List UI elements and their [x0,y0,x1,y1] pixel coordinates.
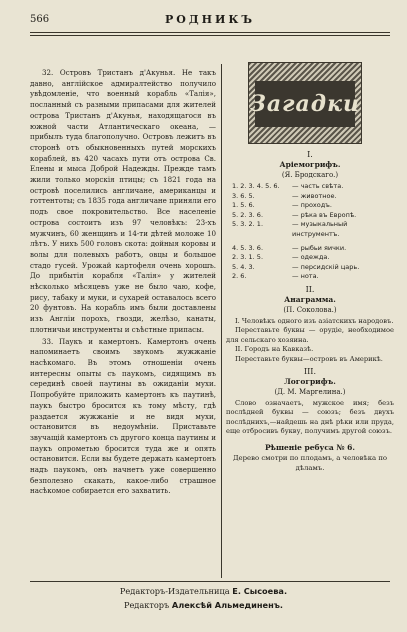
riddle-text [226,317,394,364]
footer-editor-publisher [0,586,407,596]
rebus-answer [226,443,394,473]
riddle-row [226,244,394,254]
riddle-row-word: — животное. [292,191,337,200]
right-column [226,62,394,473]
riddle-row-digits: 5. 4. 3. [232,262,255,271]
riddle-number: II. [305,284,315,294]
header-rule [30,32,390,33]
riddles-logo [248,62,362,144]
riddle-row [226,211,394,221]
riddle-paragraph: Переставьте буквы—островъ въ Америкѣ. [235,354,383,363]
riddle-author: (Д. М. Маргелина.) [274,387,346,396]
riddle-rows [226,182,394,282]
riddle-row-digits: 5. 2. 3. 6. [232,210,264,219]
riddle-title: Логогрифъ. [284,376,336,386]
riddle-title: Аріемогрифъ. [279,160,341,169]
riddle-row-digits: 4. 5. 3. 6. [232,243,264,252]
page-header [30,12,390,30]
riddle-row-word: — рѣка въ Европѣ. [292,210,357,219]
riddle-number: III. [303,366,317,376]
riddle-row-digits: 1. 2. 3. 4. 5. 6. [232,182,280,190]
footer-editor [0,600,407,610]
riddle-row-digits: 2. 6. [232,272,247,281]
riddle-row-word: — рыбьи яички. [292,243,347,252]
riddle-author: (П. Соколова.) [283,305,337,314]
footer-role: Редакторъ-Издательница [119,586,230,596]
riddles-logo-text: Загадки [250,91,360,117]
article-tristan: 32. Островъ Тристанъ д'Акунья. Не такъ давно, англійское адмиралтейство получило увѣдомленіе, что военный корабль «Талія», посланный съ разными припасами для жителей острова Тристанъ д'Акунья, находящагося въ южной части Атлантическаго океана, — прибылъ туда благополучно. Островъ лежитъ въ сторонѣ отъ обыкновенныхъ путей морскихъ кораблей, въ 420 часахъ пути отъ острова Св. Елены и мыса Доброй Надежды. Прежде тамъ жили только морскія птицы; съ 1821 года на островѣ поселились англичане, американцы и готтентоты; съ 1835 года англичане приняли его подъ свое покровительство. Все населеніе острова состоитъ изъ 97 человѣкъ: 23-хъ мужчинъ, 60 женщинъ и 14-ти дѣтей моложе 10 лѣтъ. У нихъ 500 головъ скота: дойныя коровы и волы для полевыхъ работъ, овцы и большое стадо гусей. Урожай картофеля очень хорошъ. До прибытія корабля «Талія» у жителей нѣсколько мѣсяцевъ уже не было чаю, кофе, рису, табаку и муки, и сухарей оставалось всего 20 фунтовъ. На корабль имъ были доставлены изъ Англіи порохъ, гвозди, желѣзо, канаты, плотничьи инструменты и съѣстные припасы. [30,68,216,334]
footer-name: Е. Сысоева. [232,586,288,596]
riddle-row-word: — нота. [292,272,319,281]
riddle-row [226,263,394,273]
column-divider [221,64,222,578]
riddle-number: I. [307,150,313,159]
riddle-row-word: — музыкальный инструментъ. [292,220,348,238]
riddle-row-digits: 2. 3. 1. 5. [232,253,264,262]
riddle-row-word: — одежда. [292,253,330,262]
riddle-row-digits: 5. 3. 2. 1. [232,220,264,229]
riddle-author: (Я. Бродскаго.) [281,171,339,179]
page-number: 566 [30,14,50,25]
rebus-answer-text: Дерево смотри по плодамъ, а человѣка по дѣламъ. [232,453,388,472]
riddle-row-digits: 3. 6. 5. [232,191,255,200]
riddle-row [226,253,394,263]
footer-role: Редакторъ [123,600,170,610]
riddle-row-word: — часть свѣта. [292,182,344,190]
header-rule-second [30,35,390,36]
rebus-answer-title: Рѣшеніе ребуса № 6. [265,442,355,452]
riddle-row [226,182,394,192]
riddle-two [226,285,394,364]
article-spider: 33. Паукъ и камертонъ. Камертонъ очень напоминаетъ своимъ звукомъ жужжаніе насѣкомаго. Въ этомъ отношеніи очень интересны опыты съ паукомъ, сидящимъ въ серединѣ своей паутины въ ожиданіи мухи. Попробуйте приложить камертонъ къ паутинѣ, паукъ быстро бросится къ тому мѣсту, гдѣ раздается жужжаніе и не видя мухи, остановится въ недоумѣніи. Приставьте звучащій камертонъ съ другого конца паутины и паукъ опрометью бросится туда же и опять остановится. Если вы будете держать камертонъ надъ паукомъ, онъ начнетъ уже совершенно безполезно скакать, какое-либо страшное насѣкомое собирается его захватить. [30,336,216,496]
riddle-row-digits: 1. 5. 6. [232,201,255,210]
left-column [30,68,216,497]
riddle-three [226,367,394,437]
riddle-row [226,220,394,239]
riddle-row [226,272,394,282]
riddle-row [226,201,394,211]
footer-name: Алексѣй Альмединенъ. [171,600,284,610]
riddle-one [226,150,394,282]
footer-rule [30,581,390,582]
riddle-paragraph: Слово означаетъ, мужское имя; безъ послѣдней буквы — союзъ; безъ двухъ послѣднихъ,—найдешь на днѣ рѣки или пруда, еще отбросивъ букву, получимъ другой союзъ. [226,398,394,436]
riddle-row [226,192,394,202]
riddles-logo-panel [250,81,360,127]
riddle-paragraph: Переставьте буквы — орудіе, необходимое для сельскаго хозяина. [226,326,394,344]
riddle-row-word: — проходъ. [292,201,332,210]
riddle-title: Анаграмма. [284,294,336,304]
riddle-row-word: — персидскій царь. [292,262,360,271]
riddle-text [226,399,394,437]
riddle-paragraph: I. Человѣкъ одного изъ азіатскихъ народовъ. [235,316,394,325]
riddle-paragraph: II. Городъ на Кавказѣ. [235,345,314,354]
journal-title: РОДНИКЪ [165,13,255,26]
